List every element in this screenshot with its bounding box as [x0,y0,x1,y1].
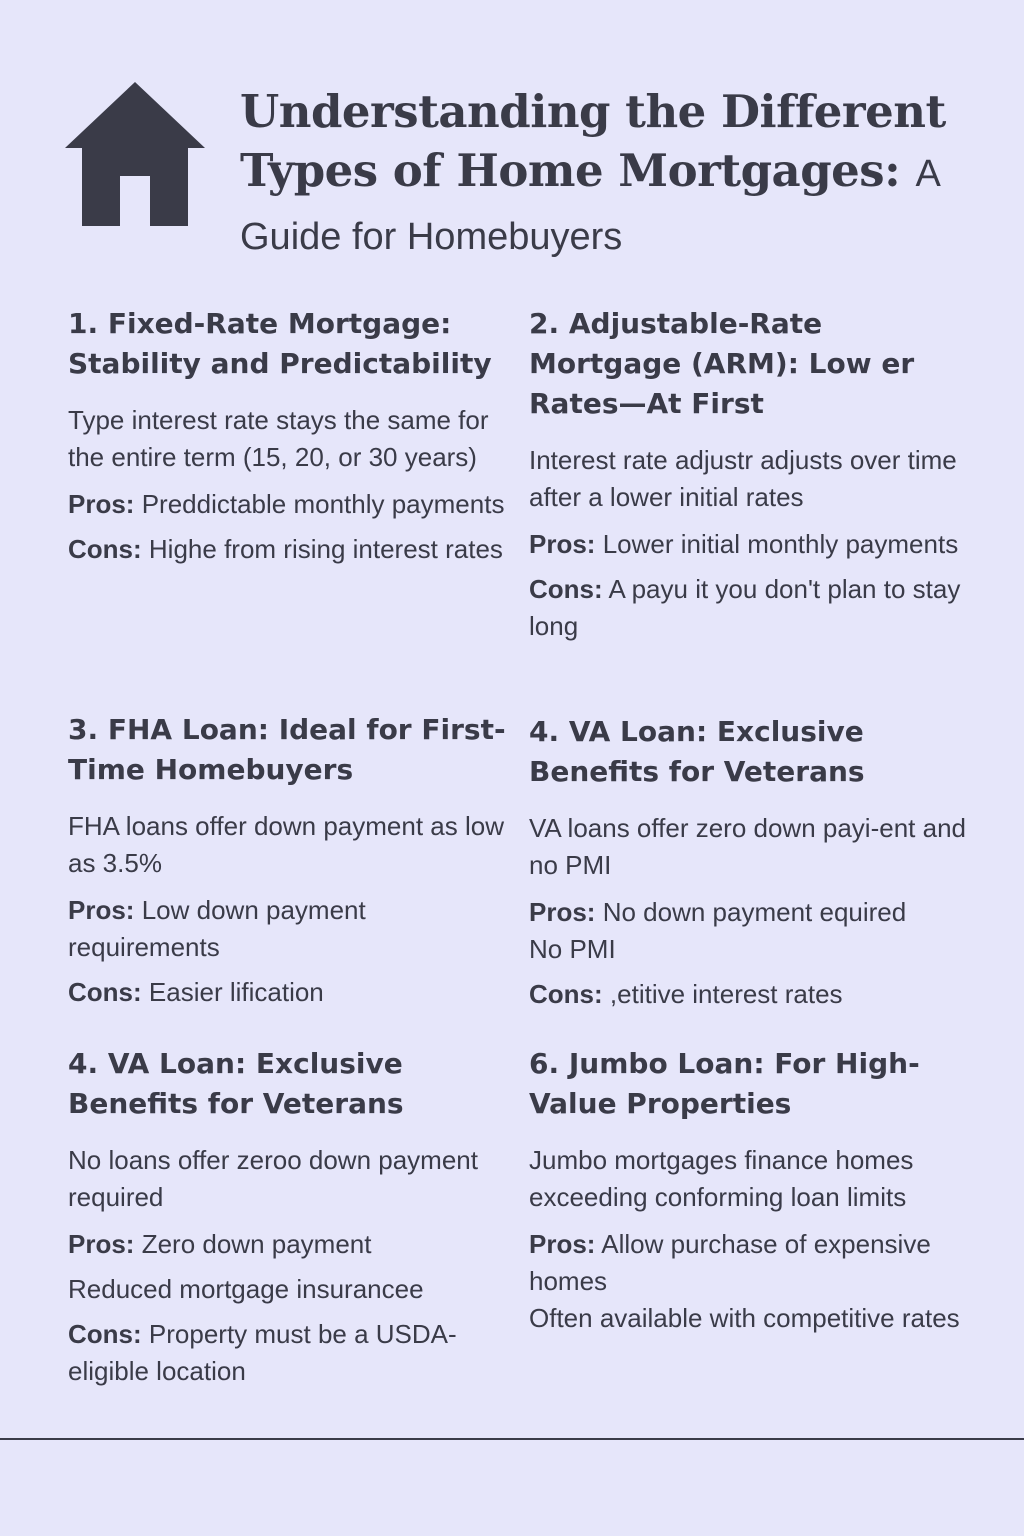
cons-label: Cons: [68,977,142,1007]
section-heading: 4. VA Loan: Exclusive Benefits for Veterans [529,715,865,788]
section-heading: 4. VA Loan: Exclusive Benefits for Veterans [68,1047,404,1120]
section-adjustable-rate-mortgage [529,304,969,653]
pros-line [68,892,508,966]
section-heading: 1. Fixed-Rate Mortgage: Stability and Predictability [68,307,492,380]
pros-extra-text: No PMI [529,934,616,964]
pros-line [68,486,508,523]
cons-label: Cons: [68,534,142,564]
header [62,80,1002,260]
section-description: VA loans offer zero down payi-ent and no PMI [529,813,966,880]
page-subtitle: A Guide for Homebuyers [240,153,939,258]
pros-text: Lower initial monthly payments [602,529,959,559]
section-va-loan [529,712,969,1021]
cons-label: Cons: [68,1319,142,1349]
section-description: Type interest rate stays the same for the entire term (15, 20, or 30 years) [68,405,489,472]
cons-line [529,571,969,645]
pros-label: Pros: [529,897,596,927]
pros-label: Pros: [529,1229,596,1259]
pros-text: No down payment equired [602,897,907,927]
section-heading: 6. Jumbo Loan: For High-Value Properties [529,1047,920,1120]
pros-label: Pros: [68,895,135,925]
section-fha-loan [68,710,508,1019]
section-description: No loans offer zeroo down payment required [68,1145,478,1212]
cons-text: Property must be a USDA-eligible location [68,1319,457,1386]
section-description: FHA loans offer down payment as low as 3.5% [68,811,504,878]
section-description: Jumbo mortgages finance homes exceeding conforming loan limits [529,1145,914,1212]
pros-text: Preddictable monthly payments [141,489,505,519]
pros-extra-text: Often available with competitive rates [529,1303,960,1333]
cons-label: Cons: [529,574,603,604]
section-description: Interest rate adjustr adjusts over time after a lower initial rates [529,445,957,512]
cons-text: ,etitive interest rates [609,979,843,1009]
section-heading: 2. Adjustable-Rate Mortgage (ARM): Low er Rates—At First [529,307,915,420]
house-icon [62,80,208,228]
pros-label: Pros: [68,489,135,519]
cons-line [68,1316,508,1390]
section-fixed-rate-mortgage [68,304,508,576]
pros-line [529,1226,969,1337]
cons-line [68,531,508,568]
pros-text: Zero down payment [141,1229,372,1259]
pros-line [68,1226,508,1263]
pros-line [529,526,969,563]
pros-text: Low down payment requirements [68,895,366,962]
cons-text: A payu it you don't plan to stay long [529,574,961,641]
cons-line [68,974,508,1011]
pros-label: Pros: [68,1229,135,1259]
pros-label: Pros: [529,529,596,559]
cons-line [529,976,969,1013]
section-jumbo-loan [529,1044,969,1345]
section-heading: 3. FHA Loan: Ideal for First-Time Homebuyers [68,713,506,786]
cons-text: Easier lification [148,977,324,1007]
title-text: Understanding the Different Types of Home Mortgages: [240,85,946,197]
pros-extra-line: Reduced mortgage insurancee [68,1274,424,1304]
footer-divider [0,1438,1024,1440]
pros-line [529,894,969,968]
section-va-loan-repeat [68,1044,508,1398]
cons-label: Cons: [529,979,603,1009]
page-title [240,82,1010,267]
cons-text: Highe from rising interest rates [148,534,503,564]
pros-text: Allow purchase of expensive homes [529,1229,931,1296]
